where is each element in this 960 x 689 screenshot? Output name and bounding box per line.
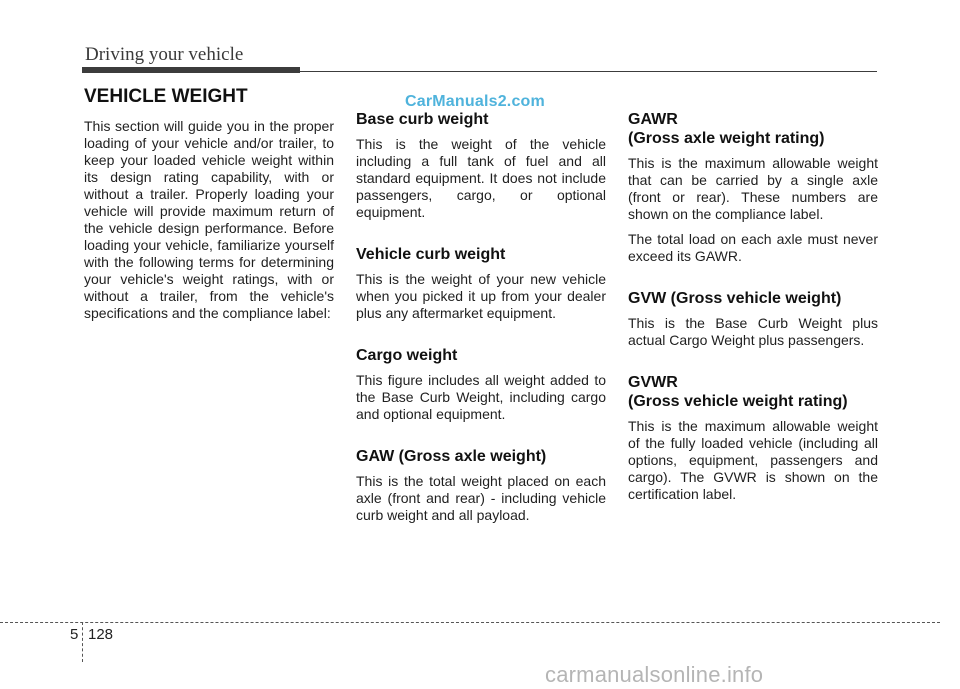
term-text: This is the weight of your new vehicle when you picked it up from your dealer plus any aftermarket equipment.: [356, 271, 606, 321]
chapter-number: 5: [70, 626, 79, 643]
watermark-top: CarManuals2.com: [405, 93, 545, 110]
term-heading: [628, 373, 878, 411]
term-heading: GVW (Gross vehicle weight): [628, 290, 842, 307]
term-gvwr: [628, 373, 878, 503]
term-heading: Cargo weight: [356, 347, 458, 364]
column-2: [356, 86, 606, 548]
term-heading-line2: (Gross vehicle weight rating): [628, 393, 848, 410]
term-vehicle-curb-weight: [356, 245, 606, 322]
term-base-curb-weight: [356, 110, 606, 221]
term-gawr: [628, 110, 878, 265]
header-rule: [300, 71, 877, 72]
term-text: This figure includes all weight added to the Base Curb Weight, including cargo and optional equipment.: [356, 372, 606, 422]
term-heading: GAW (Gross axle weight): [356, 448, 547, 465]
term-heading-line1: GAWR: [628, 111, 678, 128]
term-heading: Vehicle curb weight: [356, 246, 506, 263]
column-3: [628, 86, 878, 527]
term-heading: Base curb weight: [356, 111, 489, 128]
section-title: VEHICLE WEIGHT: [84, 86, 248, 107]
term-text-2: The total load on each axle must never exceed its GAWR.: [628, 231, 878, 264]
term-text: This is the Base Curb Weight plus actual Cargo Weight plus passengers.: [628, 315, 878, 348]
footer-rule: [0, 622, 940, 623]
term-heading: [628, 110, 878, 148]
term-gvw: [628, 289, 878, 349]
term-cargo-weight: [356, 346, 606, 423]
intro-paragraph: This section will guide you in the proper loading of your vehicle and/or trailer, to keep your loaded vehicle weight within its design rating capability, with or without a trailer. Properly loading your vehicle will provide maximum return of the vehicle design performance. Before loading your vehicle, familiarize yourself with the following terms for determining your vehicle's weight ratings, with or without a trailer, from the vehicle's specifications and the compliance label:: [84, 118, 334, 321]
header-bar: [82, 67, 300, 73]
footer-divider: [82, 622, 83, 662]
term-heading-line1: GVWR: [628, 374, 678, 391]
term-text: This is the maximum allowable weight that can be carried by a single axle (front or rear). These numbers are shown on the compliance label.: [628, 155, 878, 222]
term-gaw: [356, 447, 606, 524]
term-heading-line2: (Gross axle weight rating): [628, 130, 825, 147]
term-text: This is the total weight placed on each axle (front and rear) - including vehicle curb weight and all payload.: [356, 473, 606, 523]
column-1: [84, 86, 334, 322]
term-text: This is the maximum allowable weight of the fully loaded vehicle (including all options, equipment, passengers and cargo). The GVWR is shown on the certification label.: [628, 418, 878, 502]
watermark-bottom: carmanualsonline.info: [545, 662, 764, 687]
term-text: This is the weight of the vehicle including a full tank of fuel and all standard equipment. It does not include passengers, cargo, or optional equipment.: [356, 136, 606, 220]
header-title: Driving your vehicle: [85, 44, 244, 65]
page-number: 128: [88, 626, 114, 643]
